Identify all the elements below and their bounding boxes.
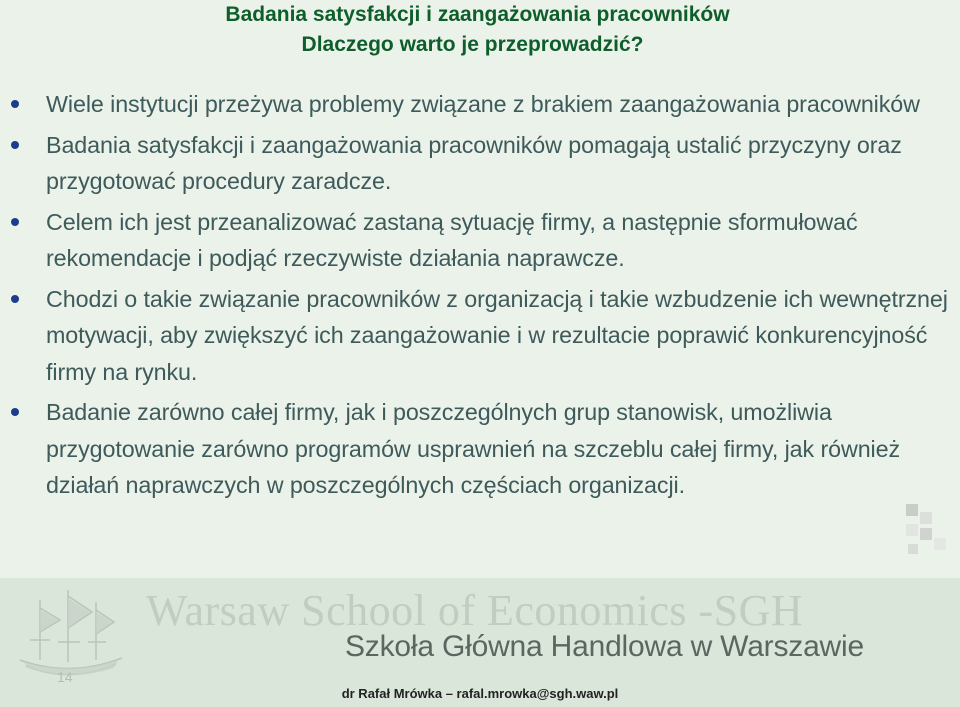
bullet-dot-icon bbox=[11, 218, 19, 226]
decorative-squares bbox=[906, 504, 950, 560]
bullet-item bbox=[0, 86, 960, 123]
bullet-dot-icon bbox=[11, 295, 19, 303]
slide-title bbox=[0, 0, 960, 60]
school-name-english: Warsaw School of Economics -SGH bbox=[146, 586, 804, 635]
footer-author bbox=[0, 685, 960, 703]
bullet-list bbox=[0, 86, 960, 508]
author-contact: dr Rafał Mrówka – rafal.mrowka@sgh.waw.pl bbox=[341, 686, 619, 701]
bullet-item bbox=[0, 281, 960, 391]
bullet-item bbox=[0, 127, 960, 200]
page-number: 14 bbox=[57, 669, 73, 685]
title-line-2: Dlaczego warto je przeprowadzić? bbox=[301, 33, 644, 56]
title-line-1: Badania satysfakcji i zaangażowania pracowników bbox=[225, 3, 730, 26]
bullet-text: Badanie zarówno całej firmy, jak i poszczególnych grup stanowisk, umożliwia przygotowanie zarówno programów usprawnień na szczeblu całej firmy, jak również działań naprawczych w poszczególnych częściach organizacji. bbox=[46, 399, 901, 498]
bullet-item bbox=[0, 394, 960, 504]
bullet-text: Badania satysfakcji i zaangażowania pracowników pomagają ustalić przyczyny oraz przygotować procedury zaradcze. bbox=[46, 131, 902, 194]
bullet-text: Chodzi o takie związanie pracowników z organizacją i takie wzbudzenie ich wewnętrznej motywacji, aby zwiększyć ich zaangażowanie i w rezultacie poprawić konkurencyjność firmy na rynku. bbox=[46, 285, 948, 385]
school-name-polish: Szkoła Główna Handlowa w Warszawie bbox=[345, 630, 864, 663]
bullet-dot-icon bbox=[11, 141, 19, 149]
bullet-text: Wiele instytucji przeżywa problemy związane z brakiem zaangażowania pracowników bbox=[46, 91, 920, 117]
bullet-dot-icon bbox=[11, 408, 19, 416]
bullet-dot-icon bbox=[11, 100, 19, 108]
bullet-text: Celem ich jest przeanalizować zastaną sytuację firmy, a następnie sformułować rekomendacje i podjąć rzeczywiste działania naprawcze. bbox=[46, 208, 858, 271]
bullet-item bbox=[0, 204, 960, 277]
